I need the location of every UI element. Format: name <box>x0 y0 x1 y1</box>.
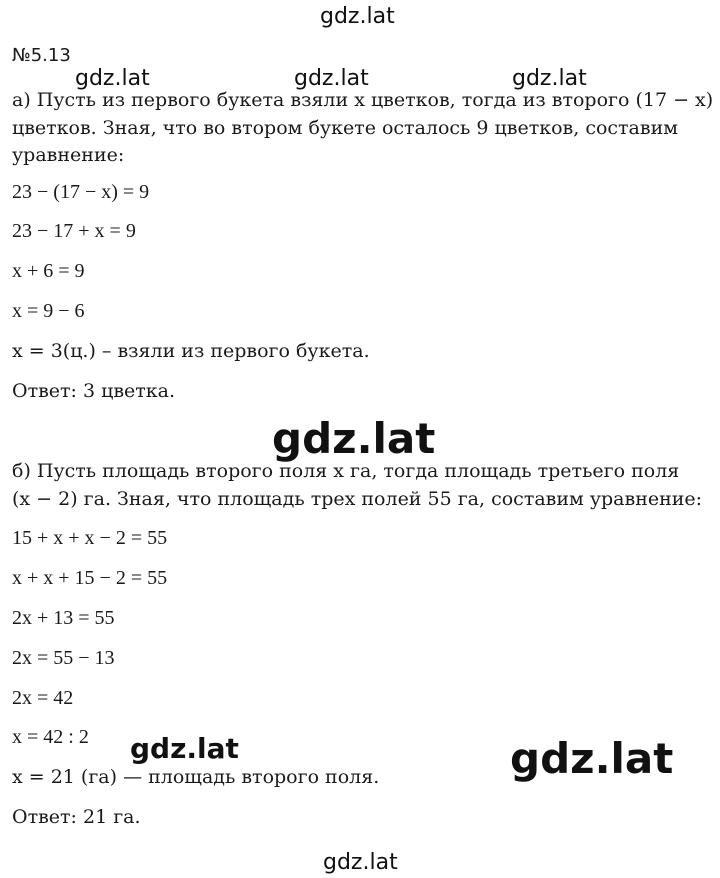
part-b-equation-2: x + x + 15 − 2 = 55 <box>12 567 168 589</box>
part-a-equation-1: 23 − (17 − x) = 9 <box>12 181 150 203</box>
watermark-lower-big: gdz.lat <box>510 734 674 783</box>
part-a-equation-5: x = 3(ц.) – взяли из первого букета. <box>12 340 370 362</box>
watermark-row1-a: gdz.lat <box>75 66 150 91</box>
part-a-text-line-2: цветков. Зная, что во втором букете осталось 9 цветков, составим <box>12 117 679 139</box>
watermark-bottom: gdz.lat <box>323 850 398 875</box>
part-a-equation-4: x = 9 − 6 <box>12 300 85 322</box>
part-b-text-line-1: б) Пусть площадь второго поля x га, тогда площадь третьего поля <box>12 460 680 482</box>
part-a-text-line-1: а) Пусть из первого букета взяли x цветков, тогда из второго (17 − x) <box>12 89 714 111</box>
watermark-top: gdz.lat <box>320 4 395 29</box>
task-number: №5.13 <box>12 45 71 66</box>
part-b-answer: Ответ: 21 га. <box>12 806 141 828</box>
part-a-equation-2: 23 − 17 + x = 9 <box>12 220 136 242</box>
watermark-middle-big: gdz.lat <box>272 414 436 463</box>
part-b-equation-7: x = 21 (га) — площадь второго поля. <box>12 766 380 788</box>
part-b-equation-6: x = 42 : 2 <box>12 726 89 748</box>
watermark-row1-c: gdz.lat <box>512 66 587 91</box>
part-a-answer: Ответ: 3 цветка. <box>12 380 176 402</box>
part-b-equation-4: 2x = 55 − 13 <box>12 647 115 669</box>
part-b-equation-5: 2x = 42 <box>12 687 74 709</box>
part-a-equation-3: x + 6 = 9 <box>12 260 85 282</box>
part-a-text-line-3: уравнение: <box>12 144 125 166</box>
watermark-row1-b: gdz.lat <box>294 66 369 91</box>
watermark-lower-small: gdz.lat <box>130 732 239 765</box>
part-b-text-line-2: (x − 2) га. Зная, что площадь трех полей 55 га, составим уравнение: <box>12 488 703 510</box>
part-b-equation-1: 15 + x + x − 2 = 55 <box>12 527 168 549</box>
part-b-equation-3: 2x + 13 = 55 <box>12 607 115 629</box>
